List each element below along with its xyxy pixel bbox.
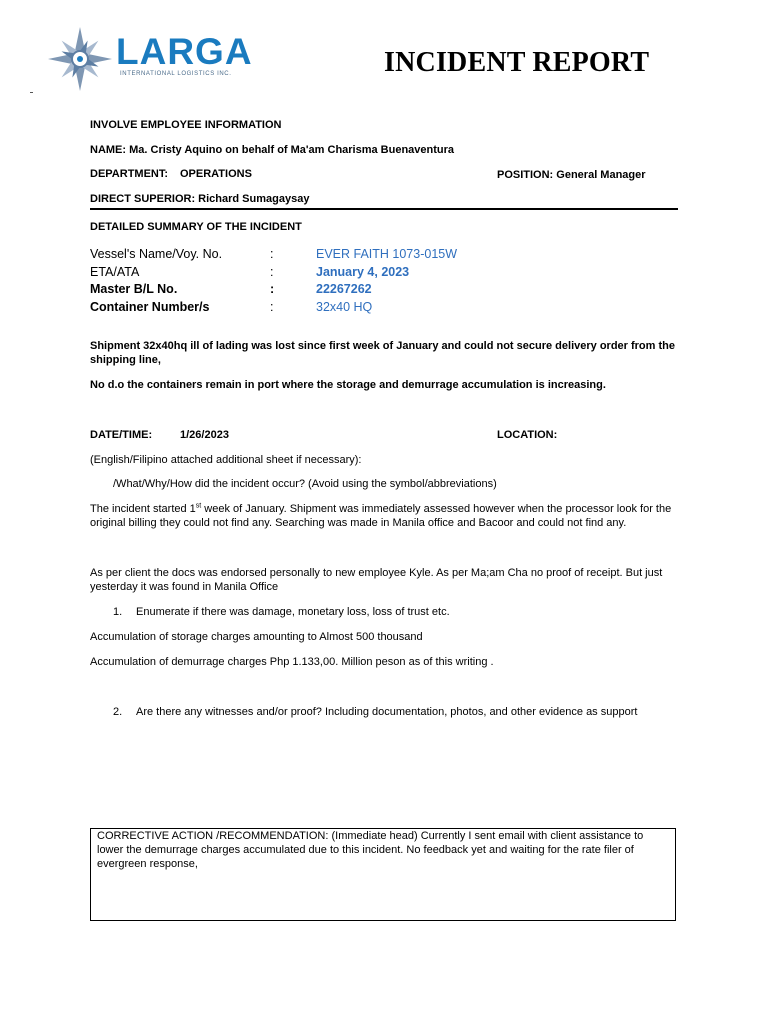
summary-section-label: DETAILED SUMMARY OF THE INCIDENT bbox=[90, 221, 302, 233]
logo-subtext: INTERNATIONAL LOGISTICS INC. bbox=[120, 71, 232, 77]
corrective-action-box bbox=[90, 828, 676, 921]
incident-description-start: The incident started 1 bbox=[90, 503, 196, 515]
section-divider bbox=[90, 208, 678, 210]
position-line: POSITION: General Manager bbox=[497, 169, 646, 181]
summary-paragraph-1: Shipment 32x40hq ill of lading was lost since first week of January and could not secure delivery order from the shipping line, bbox=[90, 340, 675, 366]
datetime-value: 1/26/2023 bbox=[180, 429, 229, 441]
department-value: OPERATIONS bbox=[180, 168, 252, 180]
item-1-number: 1. bbox=[113, 606, 123, 618]
container-row bbox=[90, 299, 457, 317]
item-2-number: 2. bbox=[113, 706, 123, 718]
master-bl-row bbox=[90, 281, 457, 299]
page-title: INCIDENT REPORT bbox=[384, 47, 650, 78]
item-1-text: Enumerate if there was damage, monetary loss, loss of trust etc. bbox=[136, 606, 450, 618]
client-statement: As per client the docs was endorsed personally to new employee Kyle. As per Ma;am Cha no proof of receipt. But just yesterday it was found in Manila Office bbox=[90, 567, 663, 593]
container-label: Container Number/s bbox=[90, 299, 210, 314]
demurrage-charges: Accumulation of demurrage charges Php 1.133,00. Million peson as of this writing . bbox=[90, 656, 494, 668]
corrective-action-text: CORRECTIVE ACTION /RECOMMENDATION: (Immediate head) Currently I sent email with client assistance to lower the demurrage charges accumulated due to this incident. No feedback yet and waiting for the rate filer of evergreen response, bbox=[97, 830, 644, 870]
datetime-label: DATE/TIME: bbox=[90, 429, 153, 441]
ordinal-suffix: st bbox=[195, 502, 202, 510]
vessel-row bbox=[90, 246, 457, 264]
company-logo bbox=[44, 24, 274, 94]
container-colon: : bbox=[270, 299, 274, 314]
master-bl-colon: : bbox=[270, 282, 275, 296]
employee-section-label: INVOLVE EMPLOYEE INFORMATION bbox=[90, 119, 282, 131]
compass-star-icon bbox=[44, 24, 116, 94]
eta-value: January 4, 2023 bbox=[316, 264, 410, 279]
occurrence-question: /What/Why/How did the incident occur? (Avoid using the symbol/abbreviations) bbox=[113, 478, 497, 490]
incident-description-rest: week of January. Shipment was immediately assessed however when the processor look for the original billing they could not find any. Searching was made in Manila office and Bacoor and could not find any. bbox=[90, 503, 672, 529]
vessel-label: Vessel's Name/Voy. No. bbox=[90, 247, 223, 261]
stray-mark bbox=[30, 92, 33, 93]
item-2-text: Are there any witnesses and/or proof? Including documentation, photos, and other evidence as support bbox=[136, 706, 638, 718]
vessel-colon: : bbox=[270, 247, 274, 261]
location-label: LOCATION: bbox=[497, 429, 558, 441]
shipment-details bbox=[90, 246, 457, 316]
department-label: DEPARTMENT: bbox=[90, 168, 169, 180]
direct-superior: DIRECT SUPERIOR: Richard Sumagaysay bbox=[90, 193, 310, 205]
employee-name: NAME: Ma. Cristy Aquino on behalf of Ma'am Charisma Buenaventura bbox=[90, 144, 455, 156]
eta-row bbox=[90, 264, 457, 282]
storage-charges: Accumulation of storage charges amounting to Almost 500 thousand bbox=[90, 631, 423, 643]
container-value: 32x40 HQ bbox=[316, 299, 373, 314]
summary-paragraph-2: No d.o the containers remain in port where the storage and demurrage accumulation is increasing. bbox=[90, 379, 606, 391]
master-bl-value: 22267262 bbox=[316, 282, 372, 296]
logo-wordmark: LARGA bbox=[116, 31, 253, 72]
eta-colon: : bbox=[270, 264, 274, 279]
vessel-value: EVER FAITH 1073-015W bbox=[316, 247, 458, 261]
attach-note: (English/Filipino attached additional sheet if necessary): bbox=[90, 454, 362, 466]
incident-description bbox=[90, 502, 680, 530]
master-bl-label: Master B/L No. bbox=[90, 282, 178, 296]
eta-label: ETA/ATA bbox=[90, 264, 140, 279]
